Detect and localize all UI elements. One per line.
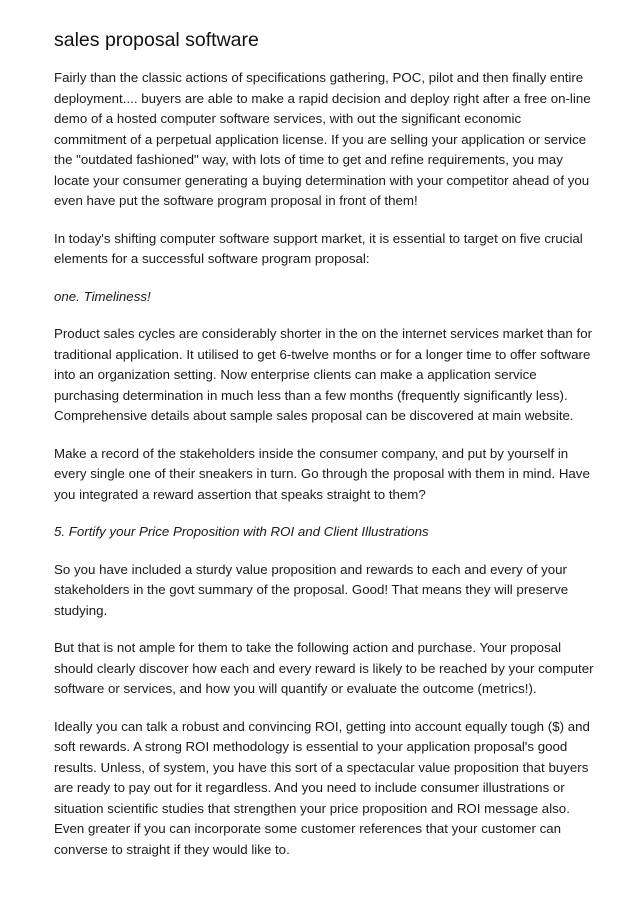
paragraph-value-proposition: So you have included a sturdy value proposition and rewards to each and every of your stakeholders in the govt summary of the proposal. Good! That means they will preserve studying. [54,561,569,618]
paragraph-five-elements: In today's shifting computer software support market, it is essential to target on five crucial elements for a successful software program proposal: [54,230,583,266]
section-heading-roi: 5. Fortify your Price Proposition with ROI and Client Illustrations [54,524,429,539]
paragraph-roi-methodology: Ideally you can talk a robust and convincing ROI, getting into account equally tough ($) and soft rewards. A strong ROI methodology is essential to your application proposal's good results. Unless, of system, you have this sort of a spectacular value proposition that buyers are ready to pay out for it regardless. And you need to include consumer illustrations or situation scientific studies that strengthen your price proposition and ROI message also. Even greater if you can incorporate some customer references that your customer can converse to straight if they would like to. [54,718,590,857]
paragraph-sales-cycles: Product sales cycles are considerably shorter in the on the internet services market than for traditional application. It utilised to get 6-twelve months or for a longer time to offer software into an organization setting. Now enterprise clients can make a application service purchasing determination in much less than a few months (frequently significantly less). Comprehensive details about sample sales proposal can be discovered at main website. [54,326,593,423]
paragraph-metrics: But that is not ample for them to take the following action and purchase. Your proposal should clearly discover how each and every reward is likely to be reached by your computer software or services, and how you will quantify or evaluate the outcome (metrics!). [54,640,594,696]
document-page [54,28,594,877]
page-title: sales proposal software [54,29,259,51]
section-heading-timeliness: one. Timeliness! [54,288,151,304]
paragraph-intro: Fairly than the classic actions of specifications gathering, POC, pilot and then finally entire deployment.... buyers are able to make a rapid decision and deploy right after a free on-line demo of a hosted computer software services, with out the significant economic commitment of a perpetual application license. If you are selling your application or service the "outdated fashioned" way, with lots of time to get and refine requirements, you may locate your consumer generating a buying determination with your competitor ahead of you even have put the software program proposal in front of them! [54,70,591,208]
paragraph-stakeholders: Make a record of the stakeholders inside the consumer company, and put by yourself in every single one of their sneakers in turn. Go through the proposal with them in mind. Have you integrated a reward assertion that speaks straight to them? [54,445,590,502]
